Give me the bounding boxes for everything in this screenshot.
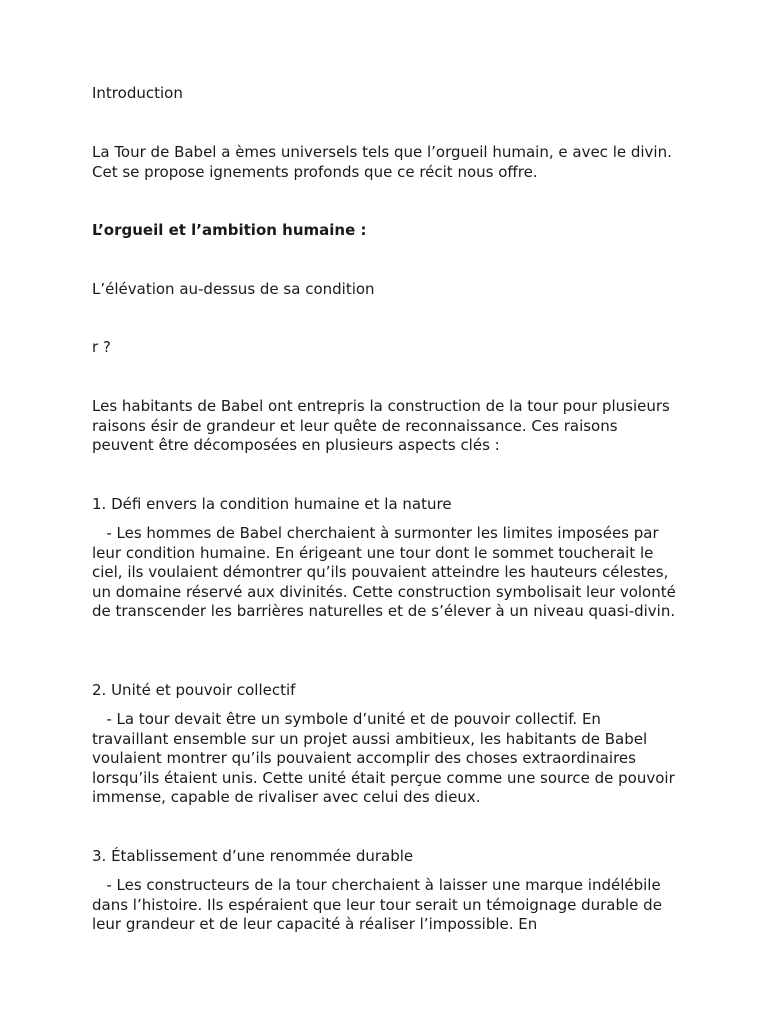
point-1-title: 1. Défi envers la condition humaine et la nature [92,495,452,513]
point-1-body: - Les hommes de Babel cherchaient à surmonter les limites imposées par leur condition humaine. En érigeant une tour dont le sommet toucherait le ciel, ils voulaient démontrer qu’ils pouvaient atteindre les hauteurs célestes, un domaine réservé aux divinités. Cette construction symbolisait leur volonté de transcender les barrières naturelles et de s’élever à un niveau quasi-divin. [92,524,681,620]
point-3-body: - Les constructeurs de la tour cherchaient à laisser une marque indélébile dans l’histoire. Ils espéraient que leur tour serait un témoignage durable de leur grandeur et de leur capacité à réaliser l’impossible. En [92,876,667,933]
heading-introduction: Introduction [92,84,183,102]
subsection-title: L’élévation au-dessus de sa condition [92,280,375,298]
point-2-title: 2. Unité et pouvoir collectif [92,681,296,699]
point-2-body: - La tour devait être un symbole d’unité et de pouvoir collectif. En travaillant ensemble sur un projet aussi ambitieux, les habitants de Babel voulaient montrer qu’ils pouvaient accomplir des choses extraordinaires lorsqu’ils étaient unis. Cette unité était perçue comme une source de pouvoir immense, capable de rivaliser avec celui des dieux. [92,710,680,806]
section-title: L’orgueil et l’ambition humaine : [92,221,367,239]
lead-paragraph: Les habitants de Babel ont entrepris la construction de la tour pour plusieurs raisons ésir de grandeur et leur quête de reconnaissance. Ces raisons peuvent être décomposées en plusieurs aspects clés : [92,397,670,454]
point-3-title: 3. Établissement d’une renommée durable [92,847,414,865]
text-fragment: r ? [92,338,111,356]
intro-paragraph: La Tour de Babel a èmes universels tels que l’orgueil humain, e avec le divin. Cet se propose ignements profonds que ce récit nous offre. [92,143,672,181]
